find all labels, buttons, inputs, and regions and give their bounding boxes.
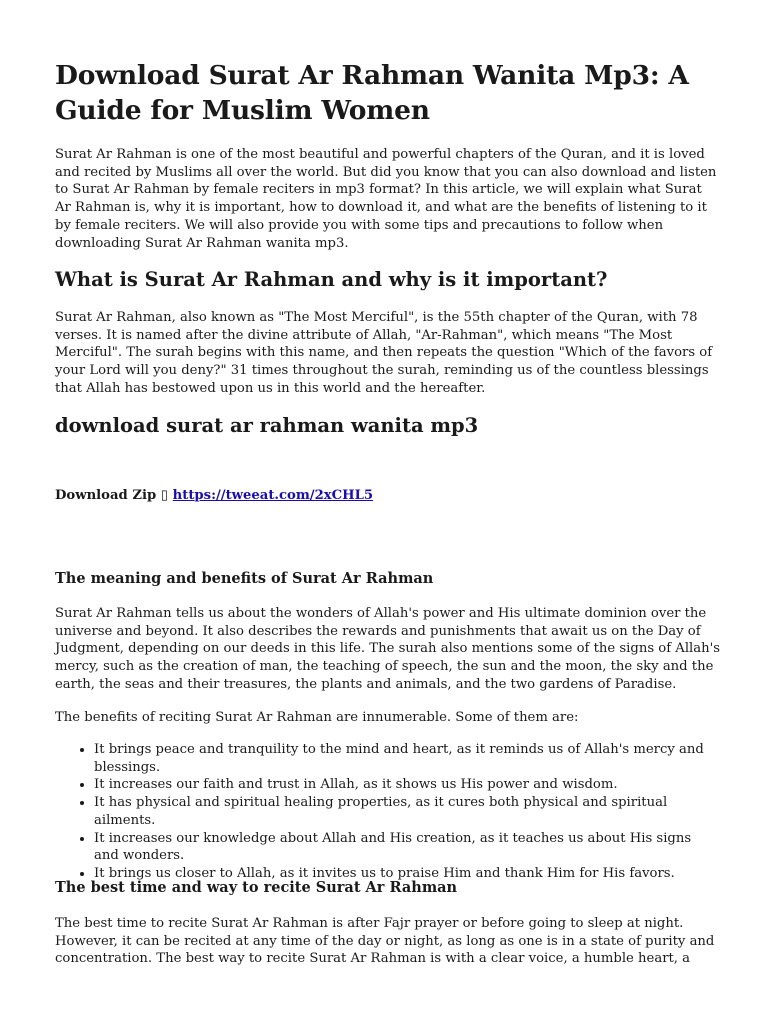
benefits-list	[55, 741, 720, 883]
section-heading-best-time: The best time and way to recite Surat Ar Rahman	[55, 879, 458, 896]
benefits-intro: The benefits of reciting Surat Ar Rahman are innumerable. Some of them are:	[55, 710, 579, 725]
list-item: • It brings peace and tranquility to the mind and heart, as it reminds us of Allah's mercy and blessings.	[94, 741, 720, 776]
section-paragraph-meaning: Surat Ar Rahman tells us about the wonders of Allah's power and His ultimate dominion over the universe and beyond. It also describes the rewards and punishments that await us on the Day of Judgment, depending on our deeds in this life. The surah also mentions some of the signs of Allah's mercy, such as the creation of man, the teaching of speech, the sun and the moon, the sky and the earth, the seas and their treasures, the plants and animals, and the two gardens of Paradise.	[55, 606, 721, 692]
missing-glyph-icon: ▯	[160, 488, 169, 503]
section-heading-meaning: The meaning and benefits of Surat Ar Rahman	[55, 570, 434, 587]
download-link[interactable]: https://tweeat.com/2xCHL5	[172, 488, 374, 503]
keyword-heading: download surat ar rahman wanita mp3	[55, 414, 479, 437]
list-item: • It increases our knowledge about Allah and His creation, as it teaches us about His signs and wonders.	[94, 830, 720, 865]
section-paragraph-best-time: The best time to recite Surat Ar Rahman is after Fajr prayer or before going to sleep at night. However, it can be recited at any time of the day or night, as long as one is in a state of purity and concentration. The best way to recite Surat Ar Rahman is with a clear voice, a humble heart, a	[55, 916, 715, 967]
section-paragraph-what-is: Surat Ar Rahman, also known as "The Most Merciful", is the 55th chapter of the Quran, with 78 verses. It is named after the divine attribute of Allah, "Ar-Rahman", which means "The Most Merciful". The surah begins with this name, and then repeats the question "Which of the favors of your Lord will you deny?" 31 times throughout the surah, reminding us of the countless blessings that Allah has bestowed upon us in this world and the hereafter.	[55, 310, 713, 396]
section-heading-what-is: What is Surat Ar Rahman and why is it important?	[55, 268, 608, 291]
intro-paragraph: Surat Ar Rahman is one of the most beautiful and powerful chapters of the Quran, and it is loved and recited by Muslims all over the world. But did you know that you can also download and listen to Surat Ar Rahman by female reciters in mp3 format? In this article, we will explain what Surat Ar Rahman is, why it is important, how to download it, and what are the benefits of listening to it by female reciters. We will also provide you with some tips and precautions to follow when downloading Surat Ar Rahman wanita mp3.	[55, 147, 717, 251]
list-item: • It increases our faith and trust in Allah, as it shows us His power and wisdom.	[94, 776, 720, 794]
download-line	[55, 487, 373, 505]
article-title: Download Surat Ar Rahman Wanita Mp3: A Guide for Muslim Women	[55, 60, 689, 126]
list-item: • It brings us closer to Allah, as it invites us to praise Him and thank Him for His favors.	[94, 865, 720, 883]
download-label: Download Zip	[55, 488, 157, 503]
list-item: • It has physical and spiritual healing properties, as it cures both physical and spiritual ailments.	[94, 794, 720, 829]
